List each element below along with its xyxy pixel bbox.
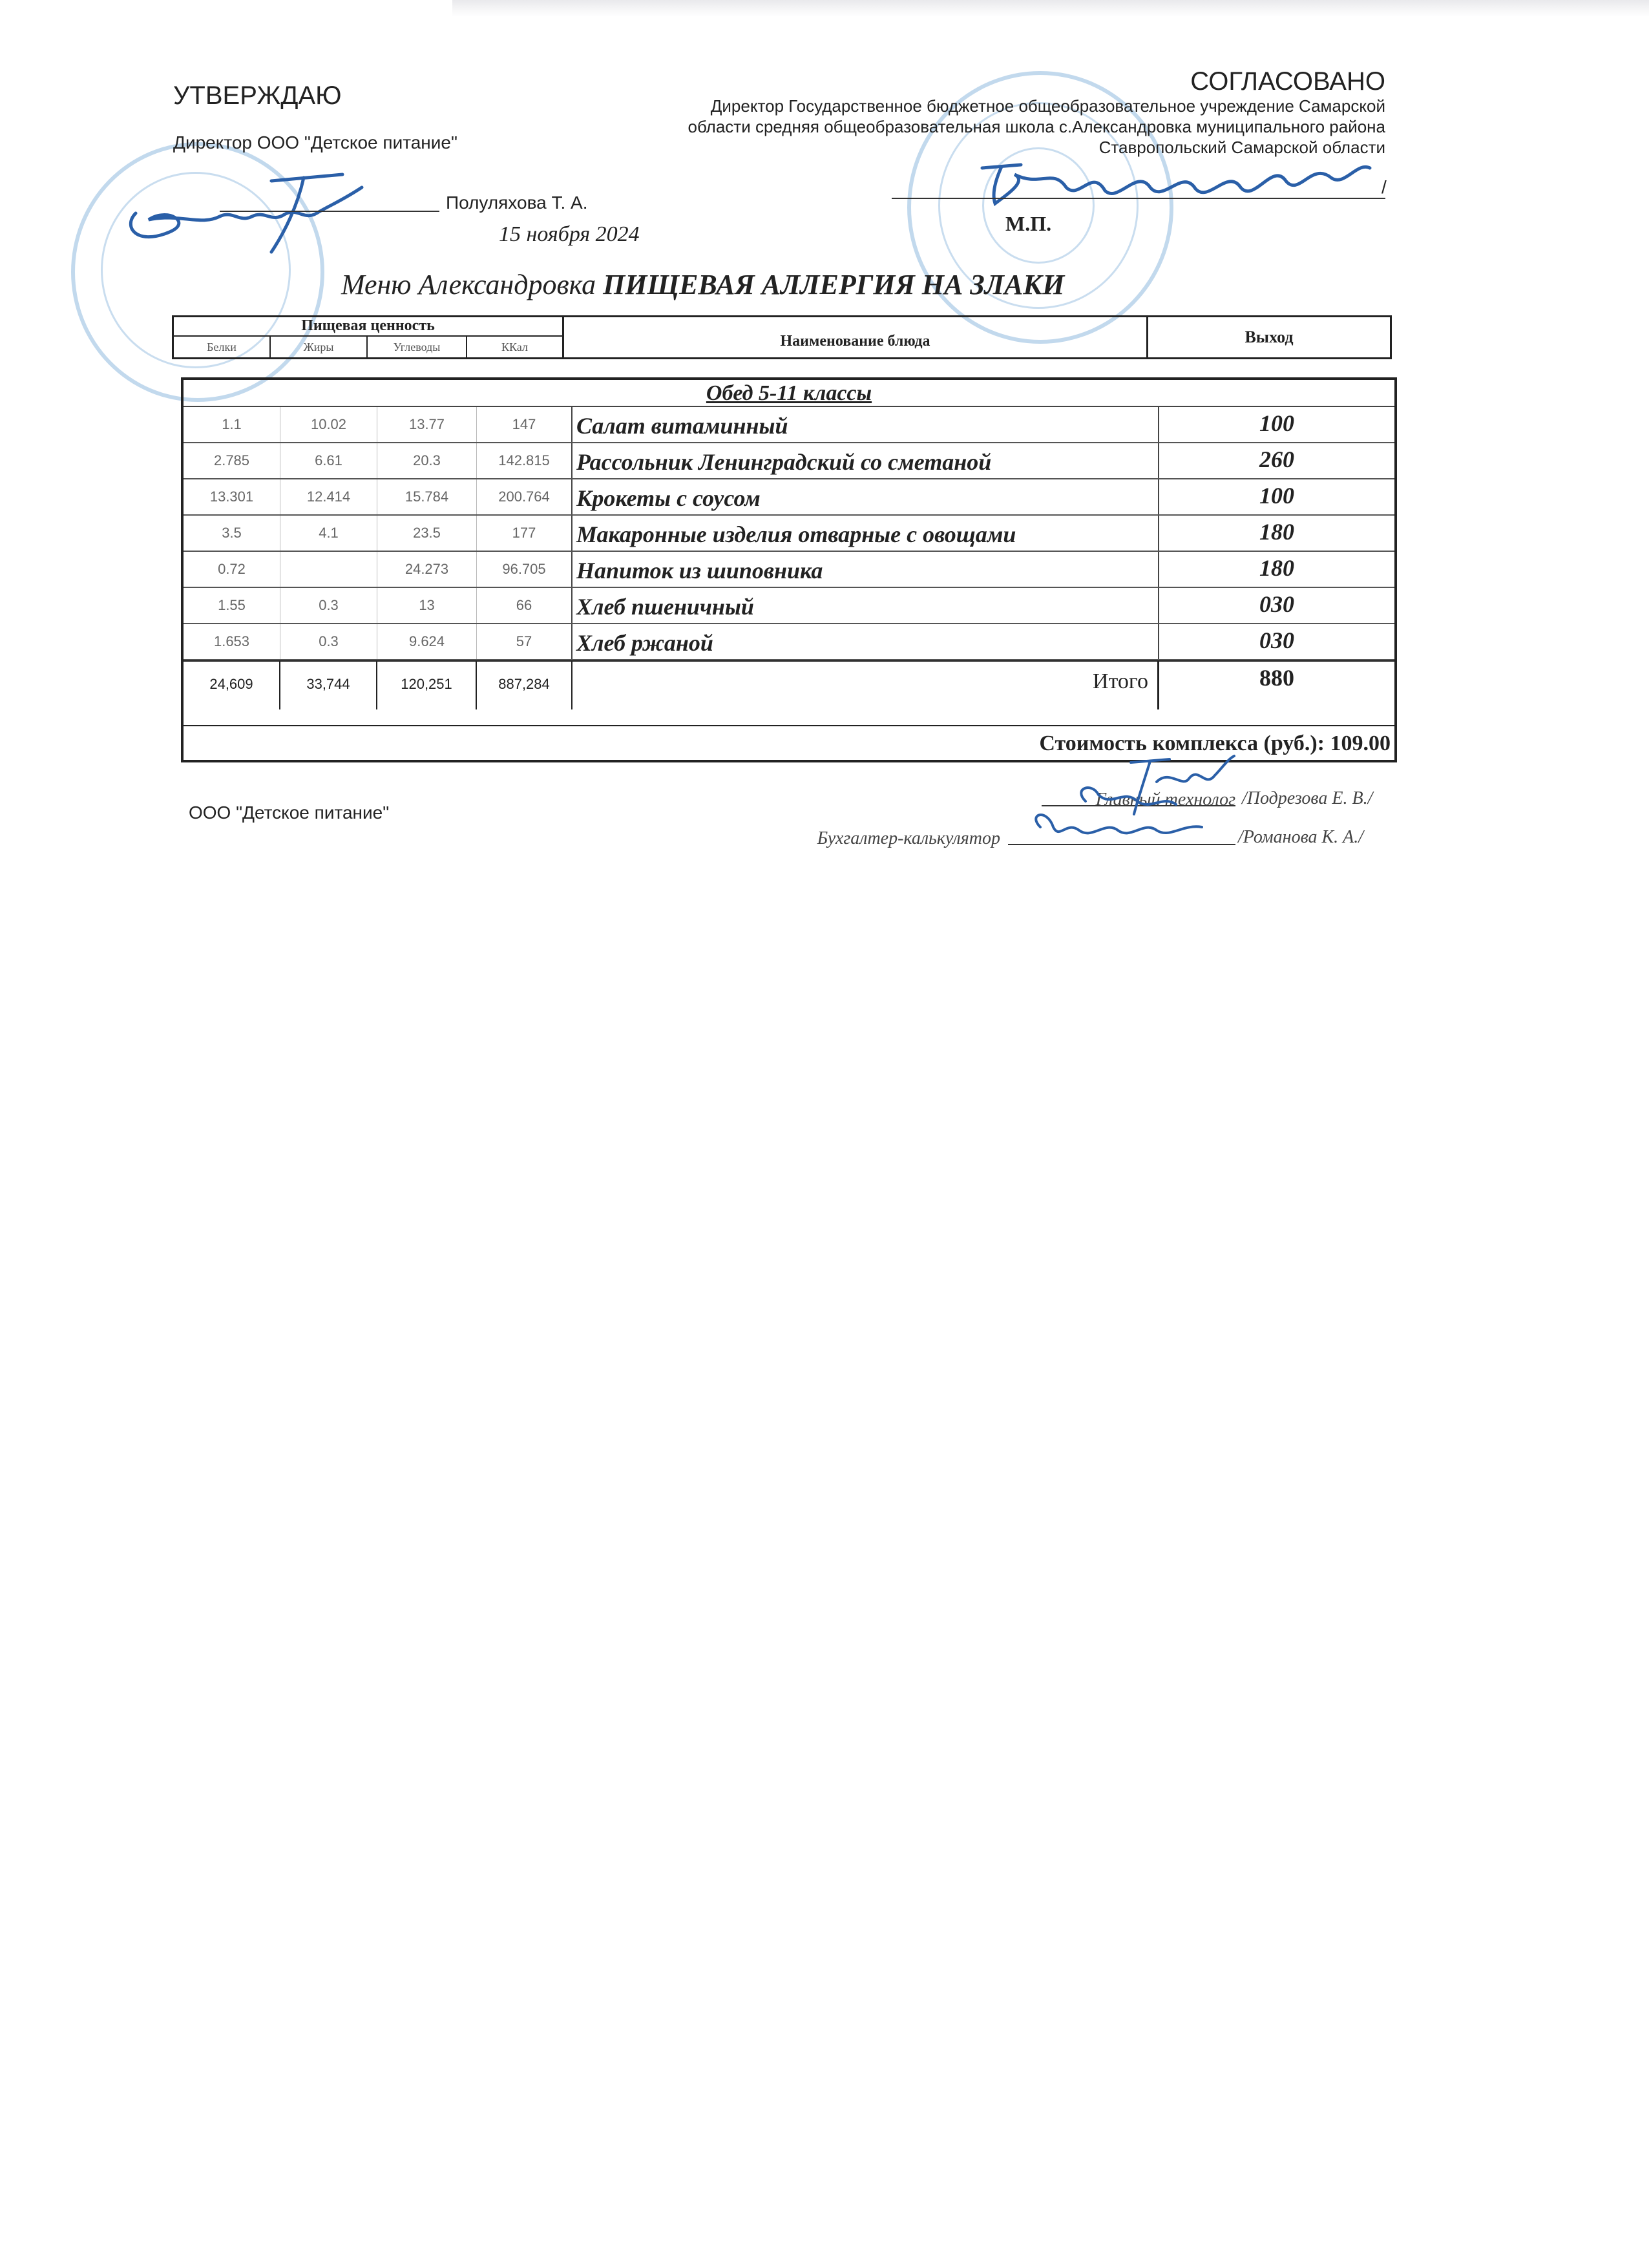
accountant-label: Бухгалтер-калькулятор — [817, 828, 1000, 848]
dish-yield: 030 — [1259, 591, 1294, 617]
dish-yield: 180 — [1259, 519, 1294, 545]
fat-cell: 0.3 — [280, 588, 377, 623]
kcal-cell: 66 — [477, 588, 572, 623]
fat-cell: 6.61 — [280, 443, 377, 478]
chief-technologist-name: /Подрезова Е. В./ — [1242, 788, 1373, 808]
scan-edge — [452, 0, 1649, 17]
kcal-cell: 96.705 — [477, 552, 572, 587]
stamp-place-label: М.П. — [1005, 212, 1052, 235]
dish-yield: 260 — [1259, 446, 1294, 472]
table-row — [184, 588, 1394, 624]
total-row — [184, 660, 1394, 709]
menu-title — [341, 268, 1064, 301]
table-row — [184, 516, 1394, 552]
protein-cell: 1.55 — [184, 588, 280, 623]
school-director-signature — [969, 142, 1383, 213]
complex-cost: Стоимость комплекса (руб.): 109.00 — [184, 725, 1394, 760]
agreement-position: Директор Государственное бюджетное общеобразовательное учреждение Самарской области средняя общеобразовательная школа с.Александровка муниципального района Ставропольский Самарской области — [688, 96, 1385, 157]
fat-cell — [280, 552, 377, 587]
dish-name: Напиток из шиповника — [572, 552, 1159, 587]
kcal-cell: 142.815 — [477, 443, 572, 478]
table-row — [184, 624, 1394, 660]
accountant-signature — [1021, 801, 1228, 853]
protein-cell: 3.5 — [184, 516, 280, 551]
approval-date: 15 ноября 2024 — [499, 222, 640, 246]
dish-name: Рассольник Ленинградский со сметаной — [572, 443, 1159, 478]
protein-cell: 13.301 — [184, 479, 280, 514]
fat-cell: 0.3 — [280, 624, 377, 659]
total-protein: 24,609 — [184, 660, 280, 709]
protein-cell: 1.1 — [184, 407, 280, 442]
total-fat: 33,744 — [280, 660, 377, 709]
menu-title-main: ПИЩЕВАЯ АЛЛЕРГИЯ НА ЗЛАКИ — [603, 269, 1065, 300]
director-signature — [110, 162, 381, 258]
col-carbs-header: Углеводы — [368, 337, 467, 357]
protein-cell: 1.653 — [184, 624, 280, 659]
table-row — [184, 479, 1394, 516]
header-table — [172, 315, 1392, 359]
col-protein-header: Белки — [174, 337, 271, 357]
col-kcal-header: ККал — [467, 337, 564, 357]
total-carbs: 120,251 — [377, 660, 477, 709]
kcal-cell: 57 — [477, 624, 572, 659]
total-kcal: 887,284 — [477, 660, 572, 709]
carbs-cell: 13.77 — [377, 407, 477, 442]
dish-yield: 180 — [1259, 555, 1294, 581]
col-fat-header: Жиры — [271, 337, 368, 357]
fat-cell: 10.02 — [280, 407, 377, 442]
agreement-signature-line — [892, 198, 1385, 199]
kcal-cell: 147 — [477, 407, 572, 442]
chief-technologist-label: Главный технолог — [1095, 790, 1235, 810]
protein-cell: 2.785 — [184, 443, 280, 478]
carbs-cell: 23.5 — [377, 516, 477, 551]
kcal-cell: 177 — [477, 516, 572, 551]
dish-name: Крокеты с соусом — [572, 479, 1159, 514]
approval-signature-line — [220, 211, 439, 212]
dish-name: Салат витаминный — [572, 407, 1159, 442]
dish-yield: 100 — [1259, 483, 1294, 509]
dish-yield: 100 — [1259, 410, 1294, 436]
total-yield: 880 — [1159, 660, 1394, 709]
table-row — [184, 443, 1394, 479]
agreement-title: СОГЛАСОВАНО — [1190, 67, 1385, 96]
section-title: Обед 5-11 классы — [184, 380, 1394, 407]
dish-name-header: Наименование блюда — [564, 317, 1148, 357]
protein-cell: 0.72 — [184, 552, 280, 587]
menu-title-prefix: Меню Александровка — [341, 269, 596, 300]
table-row — [184, 552, 1394, 588]
dish-yield: 030 — [1259, 627, 1294, 653]
carbs-cell: 24.273 — [377, 552, 477, 587]
carbs-cell: 20.3 — [377, 443, 477, 478]
carbs-cell: 9.624 — [377, 624, 477, 659]
carbs-cell: 13 — [377, 588, 477, 623]
carbs-cell: 15.784 — [377, 479, 477, 514]
total-label: Итого — [572, 660, 1159, 709]
approval-name: Полуляхова Т. А. — [446, 193, 588, 213]
approval-title: УТВЕРЖДАЮ — [173, 81, 342, 110]
footer-organization: ООО "Детское питание" — [189, 803, 390, 823]
dish-name: Макаронные изделия отварные с овощами — [572, 516, 1159, 551]
dish-name: Хлеб ржаной — [572, 624, 1159, 659]
table-row — [184, 407, 1394, 443]
menu-table — [181, 377, 1397, 762]
fat-cell: 4.1 — [280, 516, 377, 551]
approval-position: Директор ООО "Детское питание" — [173, 132, 457, 152]
accountant-name: /Романова К. А./ — [1238, 827, 1364, 847]
nutrition-header: Пищевая ценность — [174, 317, 564, 337]
fat-cell: 12.414 — [280, 479, 377, 514]
dish-name: Хлеб пшеничный — [572, 588, 1159, 623]
agreement-slash: / — [1381, 177, 1387, 197]
kcal-cell: 200.764 — [477, 479, 572, 514]
yield-header: Выход — [1245, 328, 1294, 346]
